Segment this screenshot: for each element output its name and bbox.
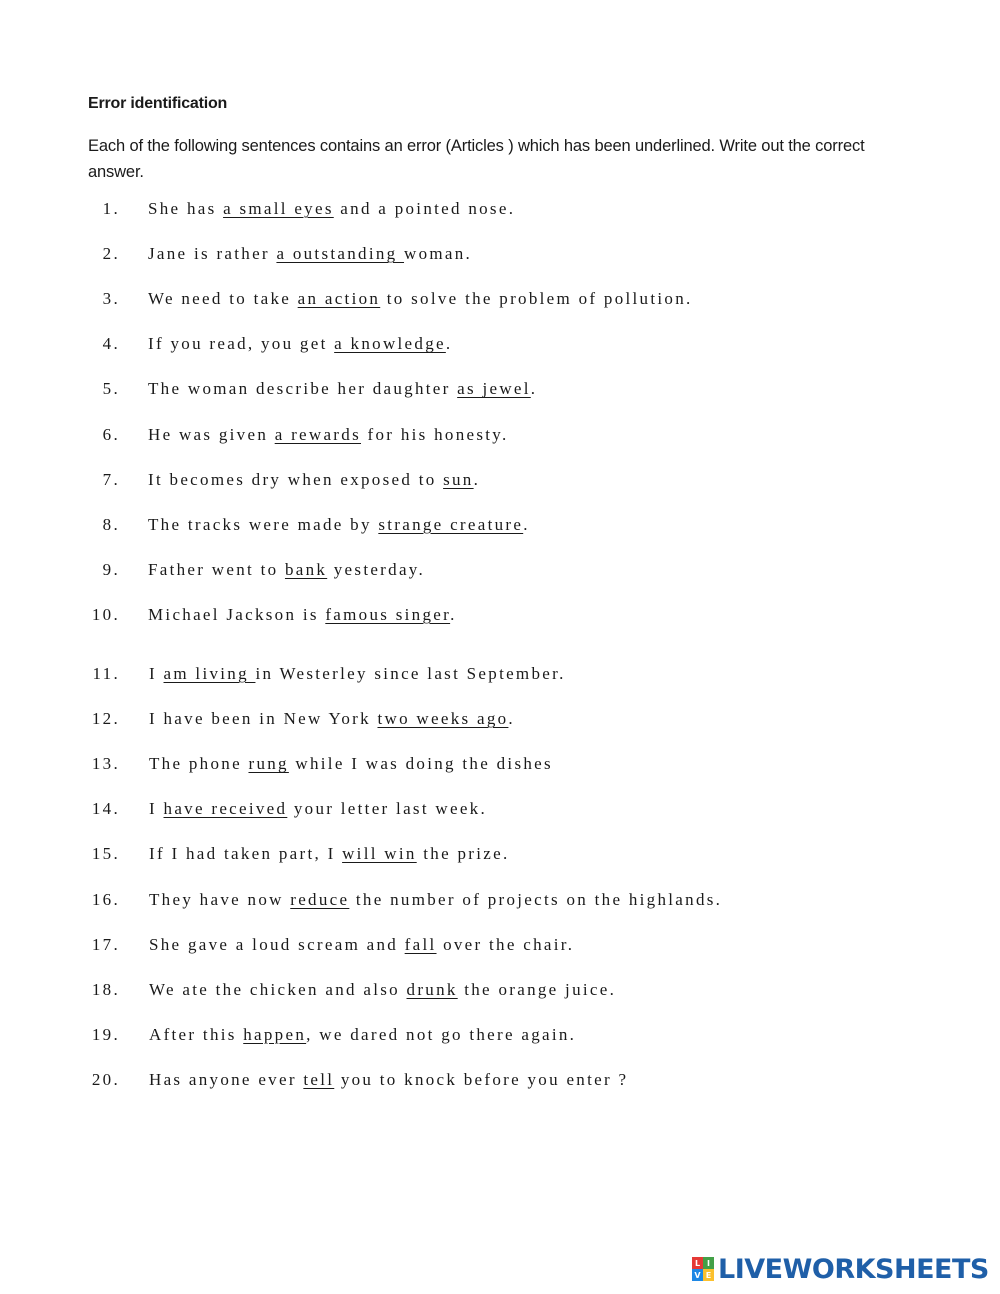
- exercise-item: [0, 935, 1000, 961]
- exercise-item: [0, 560, 1000, 586]
- logo-badge-letter: I: [703, 1257, 714, 1269]
- exercise-item: [0, 379, 1000, 405]
- sentence-text-before: We ate the chicken and also: [149, 979, 407, 999]
- sentence-text-after: .: [508, 709, 515, 729]
- sentence-text-after: .: [445, 334, 453, 354]
- sentence-text-before: The phone: [149, 754, 249, 774]
- exercise-item: [0, 844, 1000, 870]
- sentence-text-after: .: [523, 514, 530, 534]
- worksheet-heading: Error identification: [88, 95, 228, 112]
- sentence-text-after: .: [473, 469, 481, 489]
- underlined-error: two weeks ago: [377, 709, 509, 729]
- underlined-error: a small eyes: [223, 199, 334, 218]
- item-sentence: [148, 560, 425, 580]
- item-sentence: [149, 844, 510, 864]
- sentence-text-before: Has anyone ever: [149, 1069, 304, 1089]
- sentence-text-after: to solve the problem of pollution.: [380, 289, 693, 309]
- underlined-error: as jewel: [457, 379, 531, 399]
- item-number: 3.: [102, 289, 120, 309]
- exercise-item: [0, 1070, 1000, 1096]
- item-number: 10.: [91, 604, 120, 624]
- item-sentence: [149, 709, 515, 729]
- item-number: 18.: [91, 979, 120, 999]
- underlined-error: will win: [342, 844, 417, 864]
- item-number: 20.: [91, 1069, 120, 1089]
- exercise-item: [0, 709, 1000, 735]
- sentence-text-after: you to knock before you enter ?: [334, 1069, 629, 1089]
- underlined-error: famous singer: [325, 604, 451, 624]
- exercise-item: [0, 664, 1000, 690]
- sentence-text-after: .: [450, 604, 457, 624]
- item-sentence: [148, 605, 457, 625]
- exercise-item: [0, 799, 1000, 825]
- underlined-error: a outstanding: [276, 244, 405, 264]
- sentence-text-before: It becomes dry when exposed to: [148, 469, 444, 489]
- sentence-text-before: Father went to: [148, 559, 285, 579]
- item-number: 17.: [91, 934, 120, 954]
- exercise-item: [0, 244, 1000, 270]
- sentence-text-before: I have been in New York: [149, 709, 378, 729]
- item-sentence: [148, 425, 509, 445]
- sentence-text-after: in Westerley since last September.: [255, 664, 566, 683]
- exercise-item: [0, 1025, 1000, 1051]
- underlined-error: tell: [303, 1069, 335, 1089]
- exercise-item: [0, 199, 1000, 225]
- sentence-text-after: , we dared not go there again.: [306, 1024, 577, 1044]
- item-number: 15.: [91, 844, 120, 864]
- exercise-item: [0, 980, 1000, 1006]
- underlined-error: am living: [163, 664, 256, 683]
- sentence-text-before: Jane is rather: [148, 244, 277, 264]
- sentence-text-after: for his honesty.: [361, 424, 509, 444]
- logo-text: LIVEWORKSHEETS: [718, 1253, 989, 1285]
- underlined-error: strange creature: [378, 514, 524, 534]
- item-sentence: [148, 334, 452, 354]
- sentence-text-after: the number of projects on the highlands.: [349, 889, 723, 909]
- exercise-item: [0, 754, 1000, 780]
- sentence-text-before: I: [149, 799, 164, 819]
- item-number: 1.: [102, 199, 120, 218]
- underlined-error: an action: [297, 289, 381, 309]
- sentence-text-before: I: [149, 664, 164, 683]
- sentence-text-before: They have now: [149, 889, 291, 909]
- item-number: 16.: [91, 889, 120, 909]
- sentence-text-before: If you read, you get: [148, 334, 335, 354]
- item-number: 2.: [102, 244, 120, 264]
- underlined-error: a knowledge: [334, 334, 446, 354]
- item-sentence: [149, 1070, 628, 1090]
- underlined-error: a rewards: [274, 424, 361, 444]
- sentence-text-before: If I had taken part, I: [149, 844, 343, 864]
- sentence-text-after: yesterday.: [327, 559, 426, 579]
- item-sentence: [149, 935, 574, 955]
- exercise-item: [0, 470, 1000, 496]
- underlined-error: fall: [404, 934, 437, 954]
- exercise-item: [0, 289, 1000, 315]
- item-sentence: [148, 515, 530, 535]
- sentence-text-after: over the chair.: [436, 934, 575, 954]
- sentence-text-after: your letter last week.: [287, 799, 488, 819]
- exercise-item: [0, 515, 1000, 541]
- sentence-text-before: The woman describe her daughter: [148, 379, 458, 399]
- sentence-text-after: and a pointed nose.: [333, 199, 516, 218]
- item-number: 5.: [102, 379, 120, 399]
- underlined-error: have received: [163, 799, 288, 819]
- item-sentence: [148, 470, 480, 490]
- item-number: 13.: [91, 754, 120, 774]
- item-number: 7.: [102, 469, 120, 489]
- sentence-text-before: The tracks were made by: [148, 514, 379, 534]
- sentence-text-before: After this: [149, 1024, 244, 1044]
- worksheet-instructions: Each of the following sentences contains an error (Articles ) which has been underlined. Write out the correct answer.: [88, 137, 865, 181]
- sentence-text-after: .: [530, 379, 538, 399]
- item-sentence: [149, 890, 722, 910]
- item-number: 9.: [102, 559, 120, 579]
- sentence-text-after: the prize.: [416, 844, 510, 864]
- sentence-text-after: while I was doing the dishes: [288, 754, 553, 774]
- logo-badge-letter: E: [703, 1269, 714, 1281]
- exercise-item: [0, 425, 1000, 451]
- underlined-error: drunk: [406, 979, 458, 999]
- logo-badge-letter: V: [692, 1269, 703, 1281]
- logo-badge-icon: [692, 1257, 714, 1281]
- sentence-text-before: She gave a loud scream and: [149, 934, 405, 954]
- item-sentence: [148, 289, 693, 309]
- sentence-text-after: woman.: [404, 244, 473, 264]
- item-sentence: [148, 379, 537, 399]
- sentence-text-before: Michael Jackson is: [148, 604, 326, 624]
- item-number: 19.: [91, 1024, 120, 1044]
- exercise-item: [0, 890, 1000, 916]
- item-number: 12.: [91, 709, 120, 729]
- liveworksheets-logo: [692, 1254, 989, 1284]
- underlined-error: reduce: [290, 889, 350, 909]
- sentence-text-after: the orange juice.: [457, 979, 617, 999]
- item-number: 4.: [102, 334, 120, 354]
- exercise-item: [0, 334, 1000, 360]
- item-number: 6.: [102, 424, 120, 444]
- item-number: 14.: [91, 799, 120, 819]
- underlined-error: sun: [443, 469, 474, 489]
- item-sentence: [149, 1025, 576, 1045]
- item-sentence: [149, 980, 616, 1000]
- item-number: 8.: [102, 514, 120, 534]
- logo-badge-letter: L: [692, 1257, 703, 1269]
- sentence-text-before: We need to take: [148, 289, 298, 309]
- item-sentence: [149, 664, 566, 684]
- underlined-error: rung: [248, 754, 289, 774]
- underlined-error: bank: [284, 559, 328, 579]
- underlined-error: happen: [243, 1024, 307, 1044]
- sentence-text-before: She has: [148, 199, 224, 218]
- item-sentence: [148, 244, 472, 264]
- item-sentence: [149, 754, 553, 774]
- item-sentence: [149, 799, 487, 819]
- item-sentence: [148, 199, 515, 219]
- exercise-item: [0, 605, 1000, 631]
- sentence-text-before: He was given: [148, 424, 275, 444]
- item-number: 11.: [92, 664, 120, 683]
